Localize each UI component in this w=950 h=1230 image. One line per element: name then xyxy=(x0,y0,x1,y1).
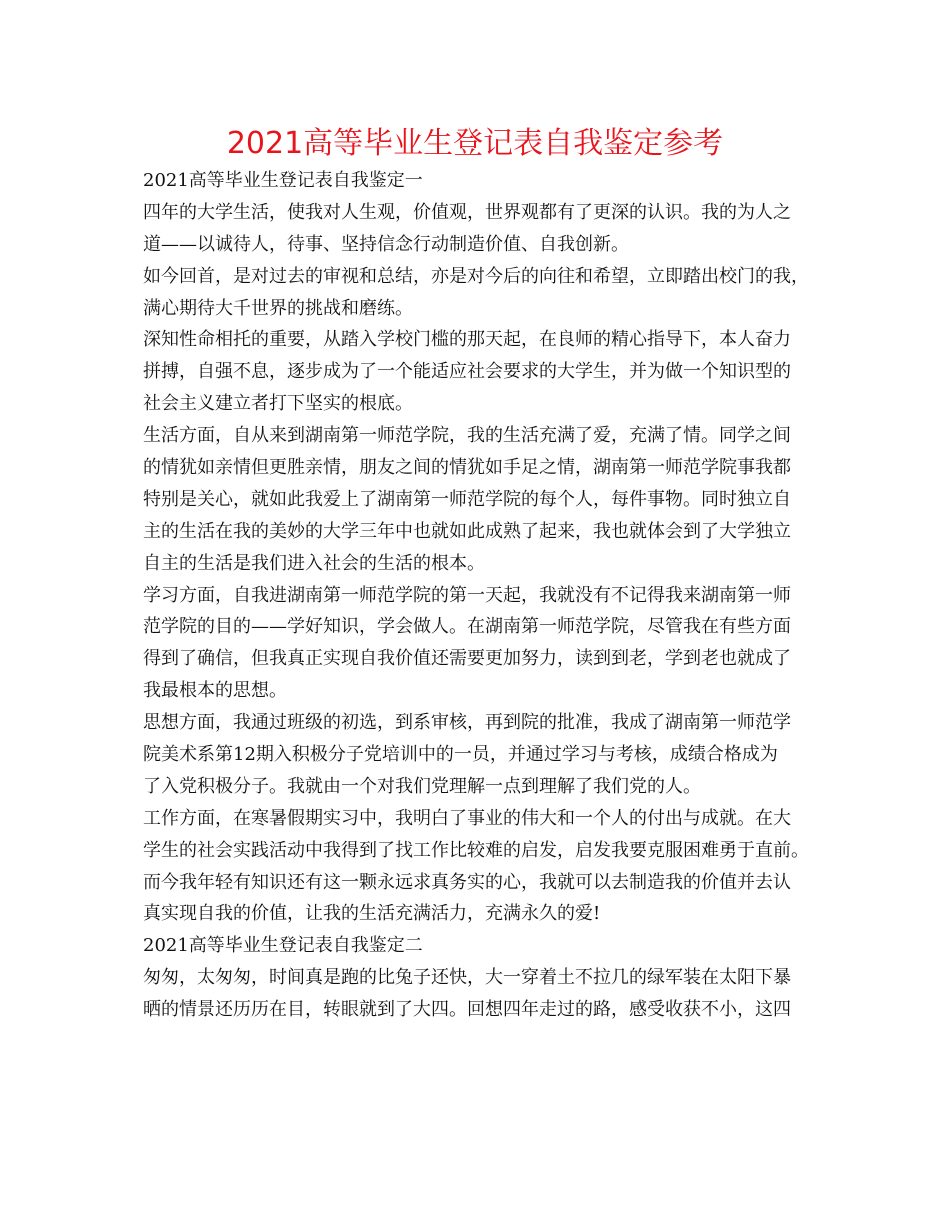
text-line: 匆匆，太匆匆，时间真是跑的比兔子还快，大一穿着土不拉几的绿军装在太阳下暴 xyxy=(143,967,791,989)
section-heading: 2021高等毕业生登记表自我鉴定一 xyxy=(143,170,423,191)
text-line: 真实现自我的价值，让我的生活充满活力，充满永久的爱! xyxy=(143,903,601,925)
text-line: 拼搏，自强不息，逐步成为了一个能适应社会要求的大学生，并为做一个知识型的 xyxy=(143,361,791,383)
text-line: 满心期待大千世界的挑战和磨练。 xyxy=(143,297,413,319)
text-line: 的情犹如亲情但更胜亲情，朋友之间的情犹如手足之情，湖南第一师范学院事我都 xyxy=(143,457,791,479)
text-line: 生活方面，自从来到湖南第一师范学院，我的生活充满了爱，充满了情。同学之间 xyxy=(143,425,791,447)
text-line: 特别是关心，就如此我爱上了湖南第一师范学院的每个人，每件事物。同时独立自 xyxy=(143,488,791,510)
text-line: 我最根本的思想。 xyxy=(143,680,287,702)
text-line: 深知性命相托的重要，从踏入学校门槛的那天起，在良师的精心指导下，本人奋力 xyxy=(143,329,791,351)
text-line: 学生的社会实践活动中我得到了找工作比较难的启发，启发我要克服困难勇于直前。 xyxy=(143,839,809,861)
text-line: 了入党积极分子。我就由一个对我们党理解一点到理解了我们党的人。 xyxy=(143,775,701,797)
section-heading: 2021高等毕业生登记表自我鉴定二 xyxy=(143,935,423,957)
text-line: 如今回首，是对过去的审视和总结，亦是对今后的向往和希望，立即踏出校门的我， xyxy=(143,265,809,287)
text-line: 学习方面，自我进湖南第一师范学院的第一天起，我就没有不记得我来湖南第一师 xyxy=(143,584,791,606)
document-title: 2021高等毕业生登记表自我鉴定参考 xyxy=(226,126,724,161)
text-line: 主的生活在我的美妙的大学三年中也就如此成熟了起来，我也就体会到了大学独立 xyxy=(143,520,791,542)
text-line: 得到了确信，但我真正实现自我价值还需要更加努力，读到到老，学到老也就成了 xyxy=(143,648,791,670)
text-line: 工作方面，在寒暑假期实习中，我明白了事业的伟大和一个人的付出与成就。在大 xyxy=(143,807,791,829)
text-line: 四年的大学生活，使我对人生观，价值观，世界观都有了更深的认识。我的为人之 xyxy=(143,201,791,223)
text-line: 思想方面，我通过班级的初选，到系审核，再到院的批准，我成了湖南第一师范学 xyxy=(143,712,791,734)
document-body xyxy=(143,165,823,1026)
text-line: 晒的情景还历历在目，转眼就到了大四。回想四年走过的路，感受收获不小，这四 xyxy=(143,999,791,1021)
text-line: 而今我年轻有知识还有这一颗永远求真务实的心，我就可以去制造我的价值并去认 xyxy=(143,871,791,893)
text-line: 范学院的目的——学好知识，学会做人。在湖南第一师范学院，尽管我在有些方面 xyxy=(143,616,791,638)
text-line: 社会主义建立者打下坚实的根底。 xyxy=(143,393,413,415)
text-line: 道——以诚待人，待事、坚持信念行动制造价值、自我创新。 xyxy=(143,233,629,255)
text-line: 院美术系第12期入积极分子党培训中的一员，并通过学习与考核，成绩合格成为 xyxy=(143,744,778,766)
text-line: 自主的生活是我们进入社会的生活的根本。 xyxy=(143,552,485,574)
